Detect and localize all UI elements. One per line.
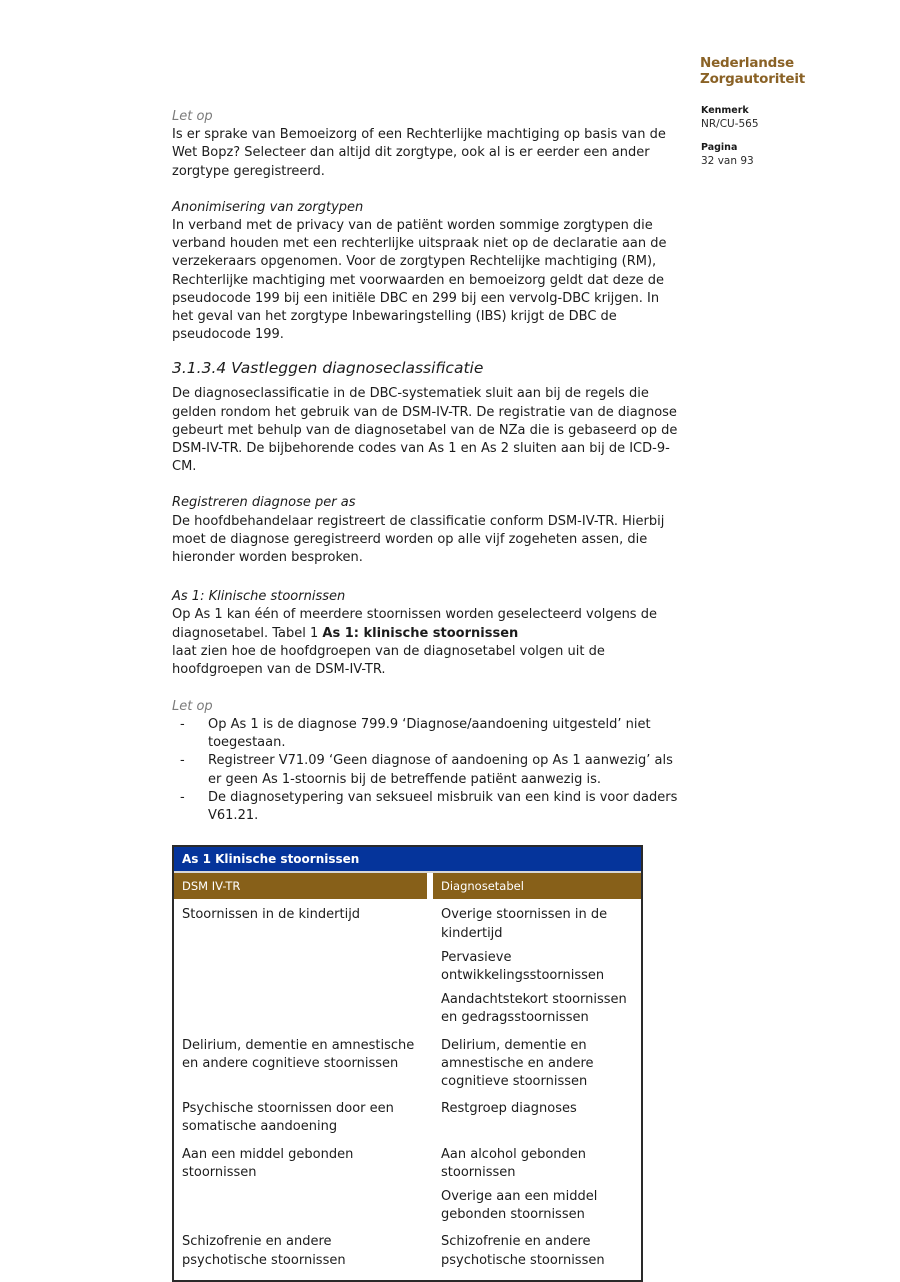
table-cell-text: Aan alcohol gebonden stoornissen	[441, 1146, 587, 1180]
letop-heading-2: Let op	[172, 698, 213, 714]
table-cell-dsm	[174, 1100, 434, 1142]
document-body	[172, 108, 684, 1282]
list-item-text: De diagnosetypering van seksueel misbruik van een kind is voor daders V61.21.	[208, 789, 678, 824]
as1-heading: As 1: Klinische stoornissen	[172, 589, 346, 605]
table-cell-text: Aandachtstekort stoornissen en gedragsstoornissen	[441, 992, 627, 1026]
paragraph-letop-1: Is er sprake van Bemoeizorg of een Rechterlijke machtiging op basis van de Wet Bopz? Selecteer dan altijd dit zorgtype, ook al is er eerder een ander zorgtype geregistreerd.	[172, 127, 666, 179]
table-cell-text: Delirium, dementie en amnestische en andere cognitieve stoornissen	[182, 1037, 415, 1071]
table-cell-text: Delirium, dementie en amnestische en andere cognitieve stoornissen	[441, 1037, 594, 1089]
as1-text-after: laat zien hoe de hoofdgroepen van de diagnosetabel volgen uit de hoofdgroepen van de DSM-IV-TR.	[172, 643, 605, 678]
section-heading: 3.1.3.4 Vastleggen diagnoseclassificatie	[172, 359, 484, 378]
table-cell-dsm	[174, 1146, 434, 1231]
table-cell-text: Schizofrenie en andere psychotische stoornissen	[182, 1234, 346, 1268]
meta-kenmerk	[701, 104, 871, 131]
table-row	[174, 1036, 641, 1100]
as1-text-bold: As 1: klinische stoornissen	[322, 625, 519, 641]
table-cell-text: Aan een middel gebonden stoornissen	[182, 1146, 354, 1180]
list-item	[172, 716, 684, 752]
table-cell-dsm	[174, 1037, 434, 1098]
paragraph-as1	[172, 606, 684, 679]
kenmerk-label: Kenmerk	[701, 105, 749, 116]
table-cell-text: Overige aan een middel gebonden stoornissen	[441, 1188, 598, 1223]
as1-table	[172, 845, 643, 1281]
table-cell-text: Overige stoornissen in de kindertijd	[441, 907, 608, 941]
table-cell-text: Pervasieve ontwikkelingsstoornissen	[441, 949, 605, 983]
column-header-dsm: DSM IV-TR	[174, 873, 427, 899]
table-cell-dsm	[174, 906, 434, 1033]
table-cell-text: Restgroep diagnoses	[441, 1101, 577, 1117]
pagina-value: 32 van 93	[701, 155, 754, 167]
table-cell-dsm	[174, 1233, 434, 1275]
table-cell-diagnosetabel	[434, 906, 641, 1033]
brand-wordmark: Nederlandse Zorgautoriteit	[700, 55, 806, 87]
table-cell-text: Stoornissen in de kindertijd	[182, 907, 361, 923]
table-row	[174, 905, 641, 1035]
table-cell-text: Psychische stoornissen door een somatische aandoening	[182, 1101, 394, 1135]
as1-text-before: Op As 1 kan één of meerdere stoornissen worden geselecteerd volgens de diagnosetabel. Tabel 1	[172, 607, 657, 641]
pagina-label: Pagina	[701, 142, 738, 153]
list-item	[172, 752, 684, 788]
registreren-heading: Registreren diagnose per as	[172, 495, 356, 511]
table-cell-diagnosetabel	[434, 1146, 641, 1231]
paragraph-registreren: De hoofdbehandelaar registreert de classificatie conform DSM-IV-TR. Hierbij moet de diagnose geregistreerd worden op alle vijf zogeheten assen, die hieronder worden besproken.	[172, 513, 665, 566]
table-header-row	[174, 873, 641, 899]
table-cell-diagnosetabel	[434, 1100, 641, 1142]
table-cell-diagnosetabel	[434, 1037, 641, 1098]
page-meta	[701, 104, 871, 178]
table-body	[174, 899, 641, 1279]
table-row	[174, 1232, 641, 1277]
column-header-diagnosetabel: Diagnosetabel	[433, 873, 641, 899]
table-row	[174, 1145, 641, 1233]
list-item-text: Op As 1 is de diagnose 799.9 ‘Diagnose/aandoening uitgesteld’ niet toegestaan.	[208, 717, 651, 751]
anonimisering-heading: Anonimisering van zorgtypen	[172, 199, 364, 215]
table-row	[174, 1099, 641, 1144]
kenmerk-value: NR/CU-565	[701, 118, 759, 130]
meta-pagina	[701, 141, 871, 168]
table-title-bar: As 1 Klinische stoornissen	[174, 847, 641, 873]
paragraph-section: De diagnoseclassificatie in de DBC-systematiek sluit aan bij de regels die gelden rondom het gebruik van de DSM-IV-TR. De registratie van de diagnose gebeurt met behulp van de diagnosetabel van de NZa die is gebaseerd op de DSM-IV-TR. De bijbehorende codes van As 1 en As 2 sluiten aan bij de ICD-9-CM.	[172, 386, 678, 475]
paragraph-anonimisering: In verband met de privacy van de patiënt worden sommige zorgtypen die verband houden met een rechterlijke uitspraak niet op de declaratie aan de verzekeraars opgenomen. Voor de zorgtypen Rechtelijke machtiging (RM), Rechterlijke machtiging met voorwaarden en bemoeizorg geldt dat deze de pseudocode 199 bij een initiële DBC en 299 bij een vervolg-DBC krijgen. In het geval van het zorgtype Inbewaringstelling (IBS) krijgt de DBC de pseudocode 199.	[172, 218, 667, 343]
list-item	[172, 789, 684, 825]
letop-bullet-list	[172, 716, 684, 825]
table-cell-diagnosetabel	[434, 1233, 641, 1275]
letop-heading-1: Let op	[172, 109, 213, 124]
table-cell-text: Schizofrenie en andere psychotische stoornissen	[441, 1234, 605, 1268]
list-item-text: Registreer V71.09 ‘Geen diagnose of aandoening op As 1 aanwezig’ als er geen As 1-stoornis bij de betreffende patiënt aanwezig is.	[208, 753, 673, 787]
